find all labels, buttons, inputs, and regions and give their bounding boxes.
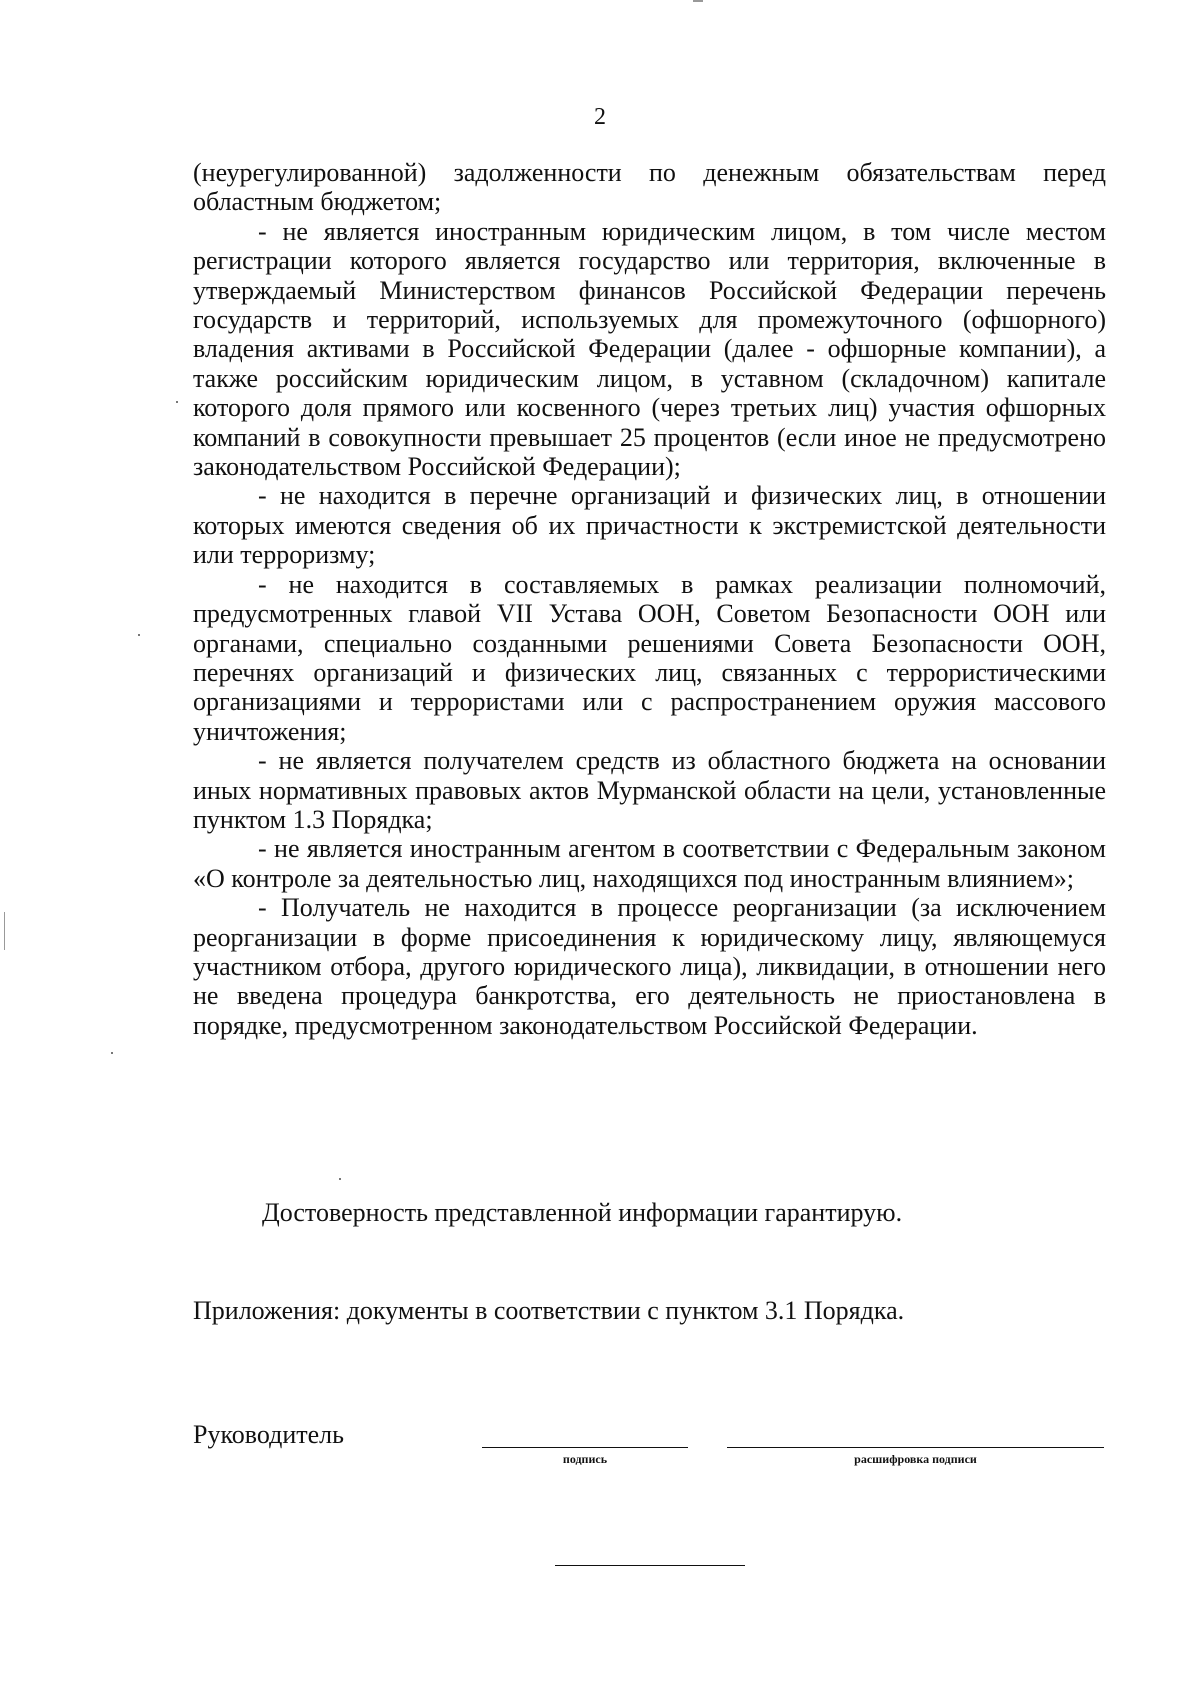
document-body [193,158,1106,1040]
scan-speck [176,401,178,403]
appendix-note: Приложения: документы в соответствии с пунктом 3.1 Порядка. [193,1296,905,1325]
paragraph-foreign-agent: - не является иностранным агентом в соответствии с Федеральным законом «О контроле за деятельностью лиц, находящихся под иностранным влиянием»; [193,834,1106,893]
bottom-separator-line [555,1565,745,1566]
paragraph-offshore: - не является иностранным юридическим лицом, в том числе местом регистрации которого является государство или территория, включенные в утверждаемый Министерством финансов Российской Федерации перечень государств и территорий, используемых для промежуточного (офшорного) владения активами в Российской Федерации (далее - офшорные компании), а также российским юридическим лицом, в уставном (складочном) капитале которого доля прямого или косвенного (через третьих лиц) участия офшорных компаний в совокупности превышает 25 процентов (если иное не предусмотрено законодательством Российской Федерации); [193,216,1106,482]
page-number: 2 [594,104,606,130]
signature-decoding-line [727,1447,1104,1448]
signer-role: Руководитель [193,1420,344,1449]
guarantee-statement: Достоверность представленной информации гарантирую. [262,1198,903,1227]
paragraph-reorganization: - Получатель не находится в процессе реорганизации (за исключением реорганизации в форме присоединения к юридическому лицу, являющемуся участником отбора, другого юридического лица), ликвидации, в отношении него не введена процедура банкротства, его деятельность не приостановлена в порядке, предусмотренном законодательством Российской Федерации. [193,893,1106,1040]
scan-speck [138,634,140,636]
signature-line [482,1447,688,1448]
paragraph-extremism: - не находится в перечне организаций и физических лиц, в отношении которых имеются сведения об их причастности к экстремистской деятельности или терроризму; [193,481,1106,570]
paragraph-continuation: (неурегулированной) задолженности по денежным обязательствам перед областным бюджетом; [193,158,1106,217]
scan-speck [111,1052,113,1054]
paragraph-un-lists: - не находится в составляемых в рамках реализации полномочий, предусмотренных главой VII Устава ООН, Советом Безопасности ООН или органами, специально созданными решениями Совета Безопасности ООН, перечнях организаций и физических лиц, связанных с террористическими организациями и террористами или с распространением оружия массового уничтожения; [193,569,1106,746]
scan-edge-mark [4,912,5,950]
scan-edge-mark [693,0,703,2]
scan-speck [339,1178,341,1180]
paragraph-other-funding: - не является получателем средств из областного бюджета на основании иных нормативных правовых актов Мурманской области на цели, установленные пунктом 1.3 Порядка; [193,746,1106,834]
signature-caption: подпись [562,1452,608,1466]
signature-decoding-caption: расшифровка подписи [854,1452,977,1466]
